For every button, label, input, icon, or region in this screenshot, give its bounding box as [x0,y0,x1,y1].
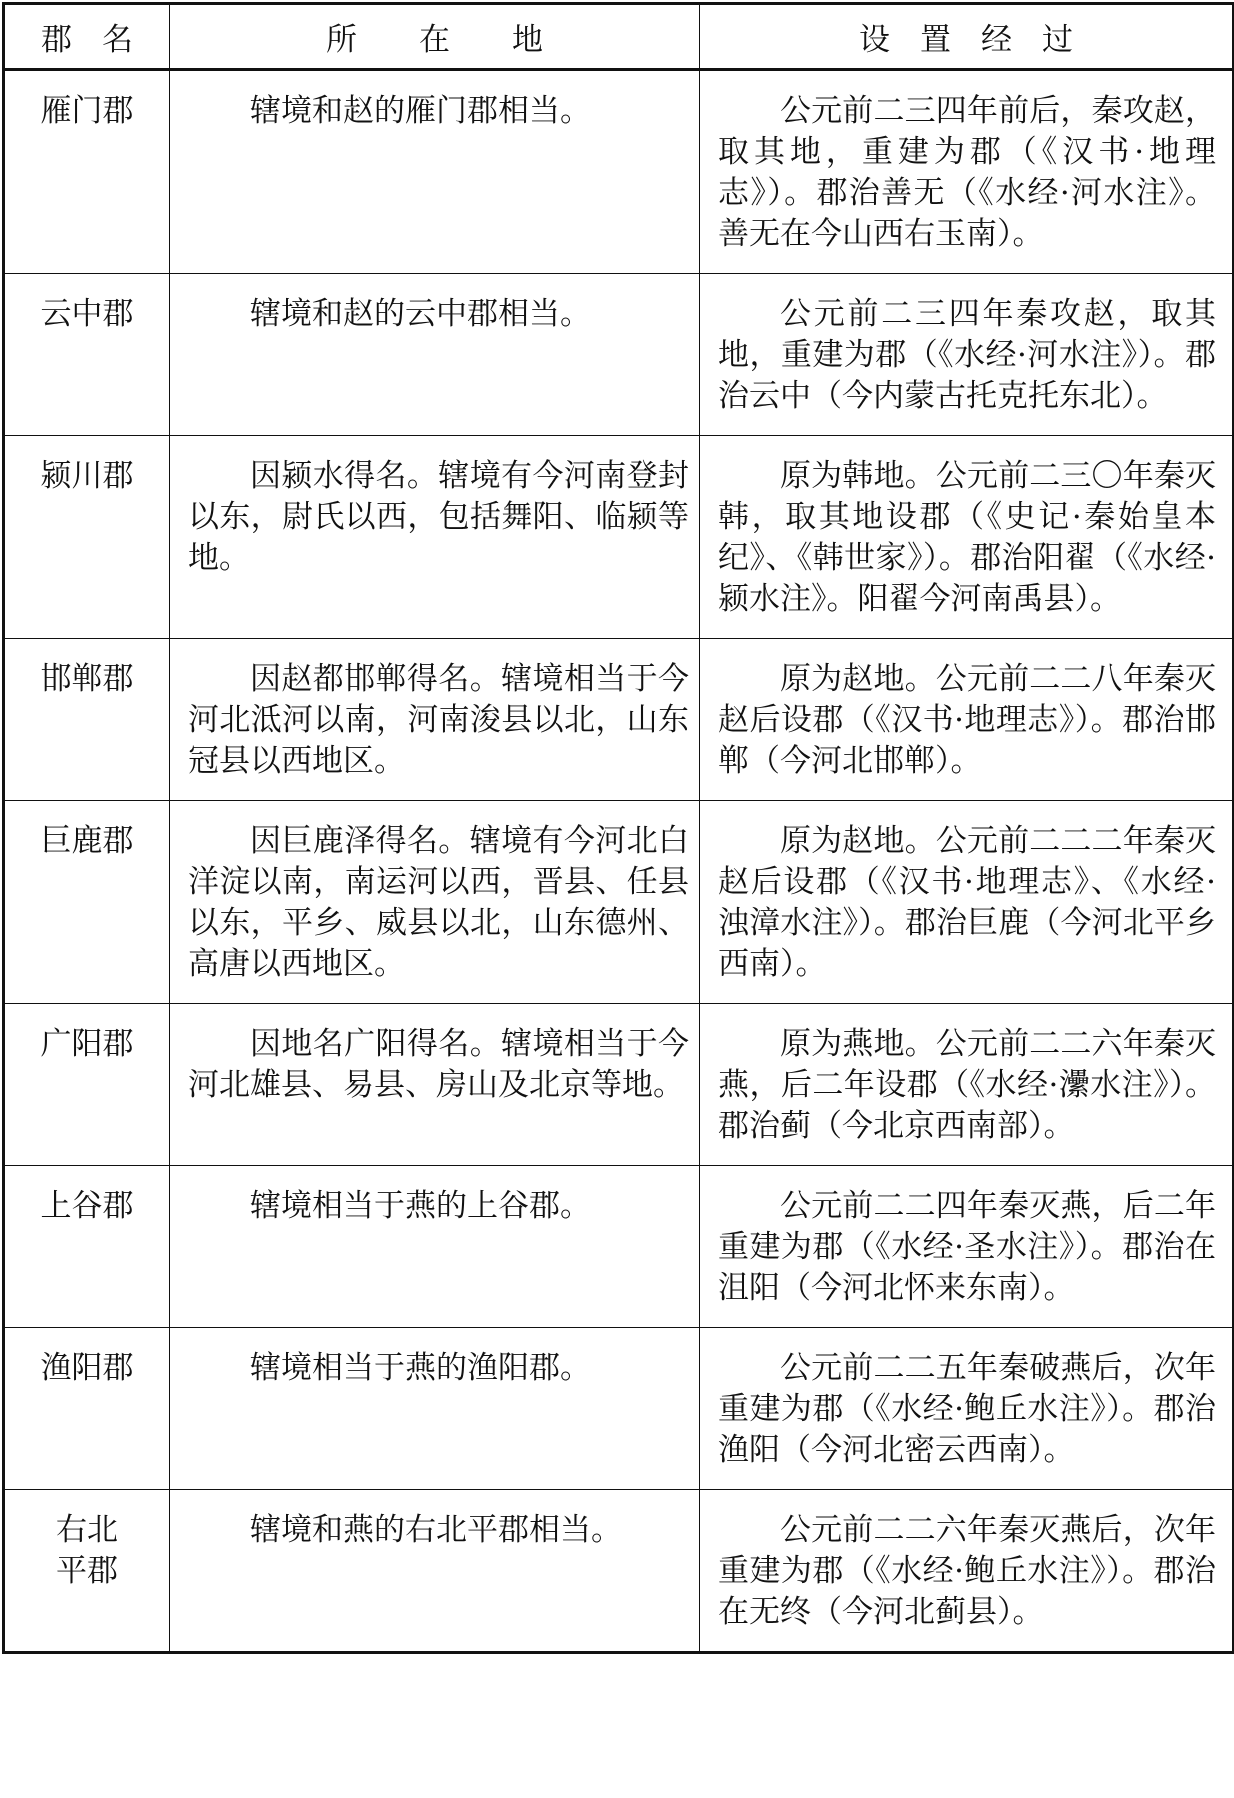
header-commandery-name: 郡名 [4,4,170,70]
commandery-name-cell [4,801,170,1004]
location-cell: 辖境相当于燕的上谷郡。 [170,1166,700,1328]
history-cell: 公元前二三四年秦攻赵，取其地，重建为郡（《水经·河水注》）。郡治云中（今内蒙古托克托东北）。 [700,274,1234,436]
location-cell: 辖境相当于燕的渔阳郡。 [170,1328,700,1490]
commandery-name: 平郡 [56,1553,118,1589]
header-history: 设置经过 [700,4,1234,70]
history-cell: 公元前二三四年前后，秦攻赵，取其地，重建为郡（《汉书·地理志》）。郡治善无（《水经·河水注》。善无在今山西右玉南）。 [700,70,1234,274]
commandery-name: 云中郡 [40,296,134,332]
table-row [4,801,1234,1004]
location-cell: 辖境和燕的右北平郡相当。 [170,1490,700,1653]
location-cell: 因颍水得名。辖境有今河南登封以东，尉氏以西，包括舞阳、临颍等地。 [170,436,700,639]
table-row [4,1004,1234,1166]
commandery-name: 颍川郡 [40,458,134,494]
history-cell: 原为赵地。公元前二二二年秦灭赵后设郡（《汉书·地理志》、《水经·浊漳水注》）。郡治巨鹿（今河北平乡西南）。 [700,801,1234,1004]
commandery-name-cell [4,274,170,436]
commandery-name-cell [4,1004,170,1166]
header-location: 所在地 [170,4,700,70]
commandery-name: 巨鹿郡 [40,823,134,859]
table-body [4,70,1234,1653]
location-cell: 因巨鹿泽得名。辖境有今河北白洋淀以南，南运河以西，晋县、任县以东，平乡、威县以北，山东德州、高唐以西地区。 [170,801,700,1004]
table-row [4,1490,1234,1653]
commandery-name-cell [4,70,170,274]
commandery-name-cell [4,1490,170,1653]
commandery-name-cell [4,1328,170,1490]
header-row [4,4,1234,70]
history-cell: 原为燕地。公元前二二六年秦灭燕，后二年设郡（《水经·㶟水注》）。郡治蓟（今北京西南部）。 [700,1004,1234,1166]
table-row [4,639,1234,801]
commandery-name-cell [4,639,170,801]
commandery-name: 雁门郡 [40,93,134,129]
table-row [4,70,1234,274]
commandery-name-cell [4,1166,170,1328]
history-cell: 原为赵地。公元前二二八年秦灭赵后设郡（《汉书·地理志》）。郡治邯郸（今河北邯郸）。 [700,639,1234,801]
table-row [4,1328,1234,1490]
location-cell: 辖境和赵的云中郡相当。 [170,274,700,436]
commandery-table [2,2,1234,1654]
commandery-name: 右北 [56,1512,118,1548]
commandery-name: 邯郸郡 [40,661,134,697]
commandery-name: 上谷郡 [40,1188,134,1224]
commandery-name-cell [4,436,170,639]
commandery-name: 广阳郡 [40,1026,134,1062]
location-cell: 因地名广阳得名。辖境相当于今河北雄县、易县、房山及北京等地。 [170,1004,700,1166]
table-row [4,436,1234,639]
table-row [4,1166,1234,1328]
commandery-name: 渔阳郡 [40,1350,134,1386]
location-cell: 因赵都邯郸得名。辖境相当于今河北泜河以南，河南浚县以北，山东冠县以西地区。 [170,639,700,801]
history-cell: 公元前二二六年秦灭燕后，次年重建为郡（《水经·鲍丘水注》）。郡治在无终（今河北蓟县）。 [700,1490,1234,1653]
history-cell: 公元前二二四年秦灭燕，后二年重建为郡（《水经·圣水注》）。郡治在沮阳（今河北怀来东南）。 [700,1166,1234,1328]
table-header [4,4,1234,70]
history-cell: 公元前二二五年秦破燕后，次年重建为郡（《水经·鲍丘水注》）。郡治渔阳（今河北密云西南）。 [700,1328,1234,1490]
location-cell: 辖境和赵的雁门郡相当。 [170,70,700,274]
history-cell: 原为韩地。公元前二三〇年秦灭韩，取其地设郡（《史记·秦始皇本纪》、《韩世家》）。郡治阳翟（《水经·颍水注》。阳翟今河南禹县）。 [700,436,1234,639]
table-row [4,274,1234,436]
